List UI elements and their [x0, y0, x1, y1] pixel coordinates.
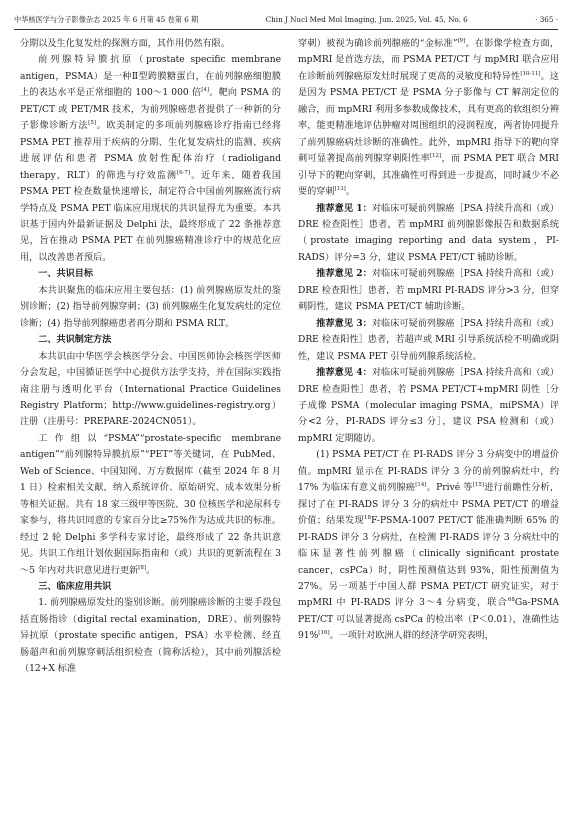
citation: [12]: [429, 153, 442, 160]
paragraph: 穿刺）被视为确诊前列腺癌的“金标准”[9]。在影像学检查方面，mpMRI 是首选方法，而 PSMA PET/CT 与 mpMRI 联合应用在诊断前列腺癌原发灶时展现了更高的灵敏度和特异性[10-11]。这是因为 PSMA PET/CT 是 PSMA 分子影像与 CT 解剖定位的融合，而 mpMRI 利用多参数成像技术，具有更高的软组织分辨率，能更精准地评估肿瘤对周围组织的浸润程度，两者协同提升了前列腺癌病灶诊断的准确性。此外，mpMRI 指导下的靶向穿刺可显著提高前列腺穿刺阳性率[12]，而 PSMA PET 联合 MRI 引导下的靶向穿刺，其准确性可得到进一步提高，同时减少不必要的穿刺[13]。: [298, 38, 560, 198]
running-header: [14, 13, 558, 27]
paragraph: 分期以及生化复发灶的探测方面，其作用仍然有限。: [20, 39, 230, 49]
citation: [10-11]: [520, 70, 541, 77]
header-journal-cn: 中华核医学与分子影像杂志 2025 年 6 月第 45 卷第 6 期: [14, 15, 199, 24]
section-heading: 三、临床应用共识: [38, 580, 112, 592]
citation: [16]: [318, 630, 330, 637]
recommendation-4: 推荐意见 4：对临床可疑前列腺癌［PSA 持续升高和（或）DRE 检查阳性］患者，若 PSMA PET/CT+mpMRI 阴性［分子成像 PSMA（molecular imaging PSMA，miPSMA）评分<2 分，PI-RADS 评分≤3 分］，建议 PSA 检测和（或）mpMRI 定期随访。: [298, 367, 559, 444]
header-journal-en: Chin J Nucl Med Mol Imaging, Jun. 2025, Vol. 45, No. 6: [265, 15, 468, 24]
isotope-mass: 68: [507, 597, 515, 604]
recommendation-2: 推荐意见 2：对临床可疑前列腺癌［PSA 持续升高和（或）DRE 检查阳性］患者，若 mpMRI PI-RADS 评分>3 分，但穿刺阴性，建议 PSMA PET/CT 辅助诊断。: [298, 268, 559, 313]
header-rule: [14, 29, 558, 30]
citation: [9]: [457, 38, 466, 44]
paragraph: 1. 前列腺癌原发灶的鉴别诊断。前列腺癌诊断的主要手段包括直肠指诊（digital rectal examination，DRE）、前列腺特异抗原（prostate specific antigen，PSA）水平检测、经直肠超声和前列腺穿刺活组织检查（简称活检），其中前列腺活检（12+X 标准: [20, 598, 281, 675]
citation: [6-7]: [176, 169, 191, 176]
header-page-number: · 365 ·: [535, 15, 558, 24]
recommendation-1: 推荐意见 1：对临床可疑前列腺癌［PSA 持续升高和（或）DRE 检查阳性］患者，若 mpMRI 前列腺影像报告和数据系统（prostate imaging reporting and data system，PI-RADS）评分=3 分，建议 PSMA PET/CT 辅助诊断。: [298, 202, 559, 263]
paragraph: 本共识由中华医学会核医学分会、中国医师协会核医学医师分会发起，中国循证医学中心提供方法学支持，并在国际实践指南注册与透明化平台（International Practice Guidelines Registry Platform；http://www.guidelines-registry.org）注册（注册号：PREPARE-2024CN051）。: [20, 351, 281, 428]
section-heading: 一、共识目标: [38, 268, 94, 280]
citation: [5]: [88, 120, 96, 127]
section-heading: 二、共识制定方法: [38, 334, 112, 346]
right-column: [298, 36, 559, 645]
recommendation-title: 推荐意见 1：: [316, 202, 372, 214]
recommendation-title: 推荐意见 4：: [316, 367, 372, 379]
isotope-mass: 18: [363, 515, 371, 522]
paragraph: 本共识聚焦的临床应用主要包括：(1) 前列腺癌原发灶的鉴别诊断；(2) 指导前列腺穿刺；(3) 前列腺癌生化复发病灶的定位诊断；(4) 指导前列腺癌患者再分期和 PSMA RLT。: [20, 285, 281, 329]
left-column: [20, 36, 281, 678]
citation: [13]: [334, 186, 346, 193]
citation: [15]: [472, 482, 484, 489]
citation: [4]: [201, 87, 209, 94]
citation: [14]: [415, 482, 427, 489]
citation: [8]: [138, 564, 147, 571]
recommendation-3: 推荐意见 3：对临床可疑前列腺癌［PSA 持续升高和（或）DRE 检查阳性］患者，若超声或 MRI 引导系统活检不明确或阴性，建议 PSMA PET 引导前列腺系统活检。: [298, 317, 559, 362]
paragraph: (1) PSMA PET/CT 在 PI-RADS 评分 3 分病变中的增益价值。mpMRI 显示在 PI-RADS 评分 3 分的前列腺病灶中，约 17% 为临床有意义前列腺癌[14]。Privé 等[15]进行前瞻性分析，探讨了在 PI-RADS 评分 3 分的病灶中 PSMA PET/CT 的增益价值；结果发现$^{18}$F-PSMA-1007 PET/CT 能准确判断 65% 的 PI-RADS 评分 3 分病灶，在检测 PI-RADS 评分 3 分病灶中的临床显著性前列腺癌（clinically significant prostate cancer，csPCa）时，阴性预测值达到 93%，阳性预测值为 27%。另一项基于中国人群 PSMA PET/CT 研究证实，对于 mpMRI 中 PI-RADS 评分 3～4 分病变，联合$^{68}$Ga-PSMA PET/CT 可以显著提高 csPCa 的检出率（P＜0.01），准确性达 91%[16]。一项针对欧洲人群的经济学研究表明，: [298, 450, 559, 642]
paragraph: 工作组以“PSMA”“prostate-specific membrane antigen”“前列腺特异膜抗原”“PET”等关键词，在 PubMed、Web of Science、中国知网、万方数据库（截至 2024 年 8 月 1 日）检索相关文献，纳入系统评价、原始研究、成本效果分析等相关证据。共有 18 家三级甲等医院、30 位核医学和泌尿科专家参与，将共识同意的专家百分比≥75%作为达成共识的标准。经过 2 轮 Delphi 多学科专家讨论，最终形成了 22 条共识意见。共识工作组计划依据国际指南和（或）共识的更新流程在 3～5 年内对共识意见进行更新[8]。: [20, 433, 281, 576]
recommendation-title: 推荐意见 3：: [316, 317, 372, 329]
paragraph: 前列腺特异膜抗原（prostate specific membrane antigen，PSMA）是一种Ⅱ型跨膜糖蛋白，在前列腺癌细胞膜上的表达水平是正常细胞的 100～1 000 倍[4]。靶向 PSMA 的 PET/CT 或 PET/MR 技术，为前列腺癌患者提供了一种新的分子影像诊断方法[5]。欧美制定的多项前列腺癌诊疗指南已经将 PSMA PET 推荐用于疾病的分期、生化复发病灶的监测、疾病进展评估和患者 PSMA 放射性配体治疗（radioligand therapy，RLT）的筛选与疗效监测[6-7]。近年来，随着我国 PSMA PET 检查数量快速增长，制定符合中国前列腺癌流行病学特点及 PSMA PET 临床应用现状的共识显得尤为重要。本共识基于国内外最新证据及 Delphi 法，最终形成了 22 条推荐意见，旨在推动 PSMA PET 在前列腺癌精准诊疗中的规范化应用，以改善患者预后。: [20, 55, 282, 263]
recommendation-title: 推荐意见 2：: [316, 268, 372, 280]
